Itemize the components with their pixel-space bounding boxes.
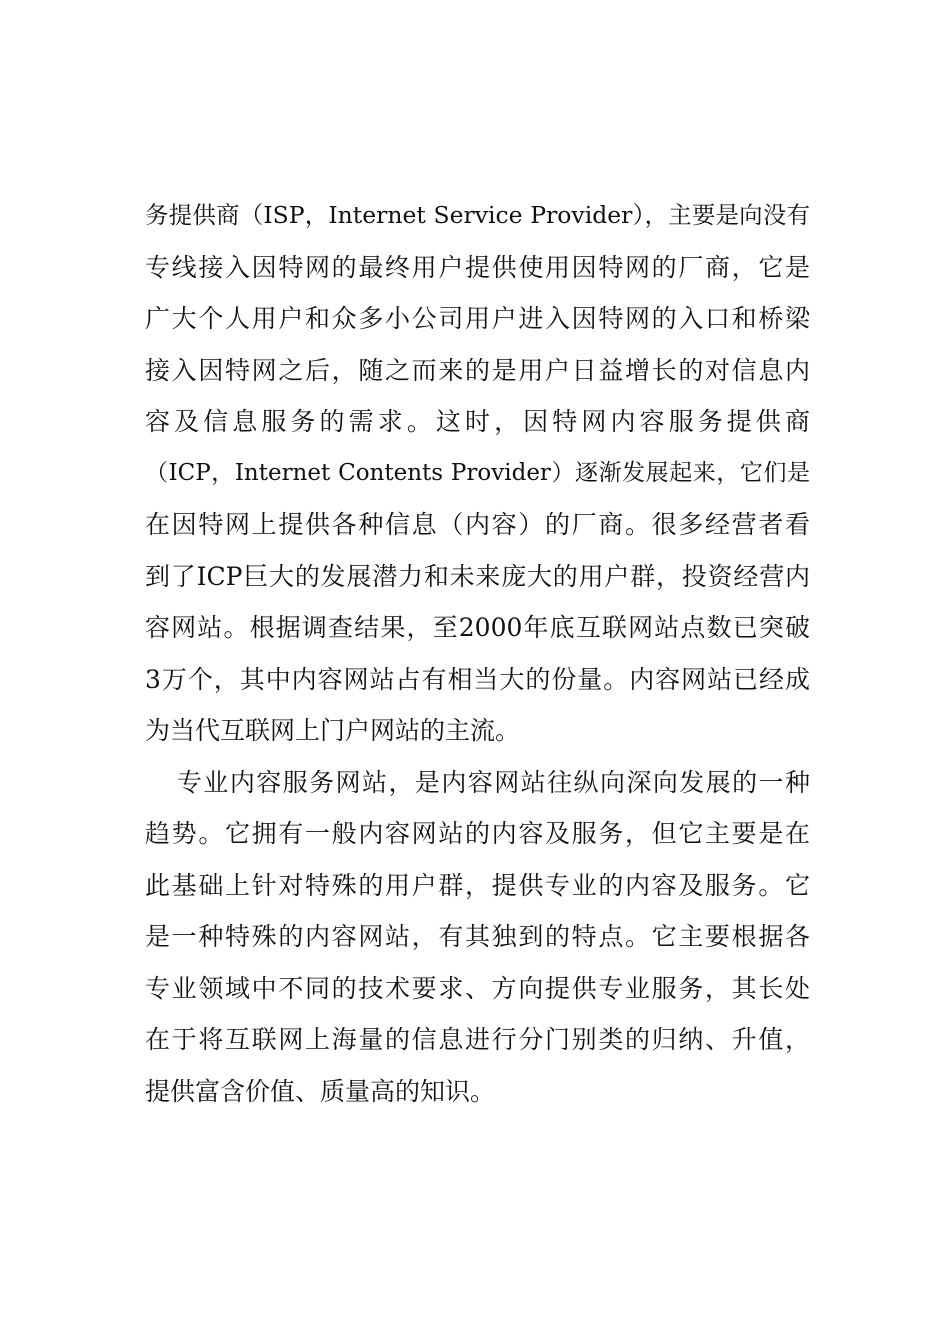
text-line: 是一种特殊的内容网站，有其独到的特点。它主要根据各 [145, 922, 810, 951]
body-text [145, 190, 810, 1117]
text-line: 到了ICP巨大的发展潜力和未来庞大的用户群，投资经营内 [145, 561, 810, 591]
text-line: 此基础上针对特殊的用户群，提供专业的内容及服务。它 [145, 870, 810, 900]
text-line: 广大个人用户和众多小公司用户进入因特网的入口和桥梁 [145, 304, 810, 333]
text-line: 容及信息服务的需求。这时，因特网内容服务提供商 [145, 407, 810, 436]
text-line: 趋势。它拥有一般内容网站的内容及服务，但它主要是在 [145, 819, 810, 848]
text-line: 3万个，其中内容网站占有相当大的份量。内容网站已经成 [145, 664, 810, 694]
text-line: 专线接入因特网的最终用户提供使用因特网的厂商，它是 [145, 252, 810, 282]
text-line: （ICP，Internet Contents Provider）逐渐发展起来，它们是 [145, 459, 810, 486]
text-line: 在因特网上提供各种信息（内容）的厂商。很多经营者看 [145, 510, 810, 539]
text-line: 在于将互联网上海量的信息进行分门别类的归纳、升值， [145, 1025, 810, 1054]
text-line: 为当代互联网上门户网站的主流。 [145, 716, 521, 745]
text-line: 容网站。根据调查结果，至2000年底互联网站点数已突破 [145, 613, 810, 642]
text-line: 提供富含价值、质量高的知识。 [145, 1076, 496, 1106]
text-line: 专业领域中不同的技术要求、方向提供专业服务，其长处 [145, 973, 810, 1003]
paragraph-start-line: 专业内容服务网站，是内容网站往纵向深向发展的一种 [177, 767, 810, 797]
text-line: 务提供商（ISP，Internet Service Provider），主要是向没有 [145, 201, 810, 229]
text-line: 接入因特网之后，随之而来的是用户日益增长的对信息内 [145, 355, 810, 385]
